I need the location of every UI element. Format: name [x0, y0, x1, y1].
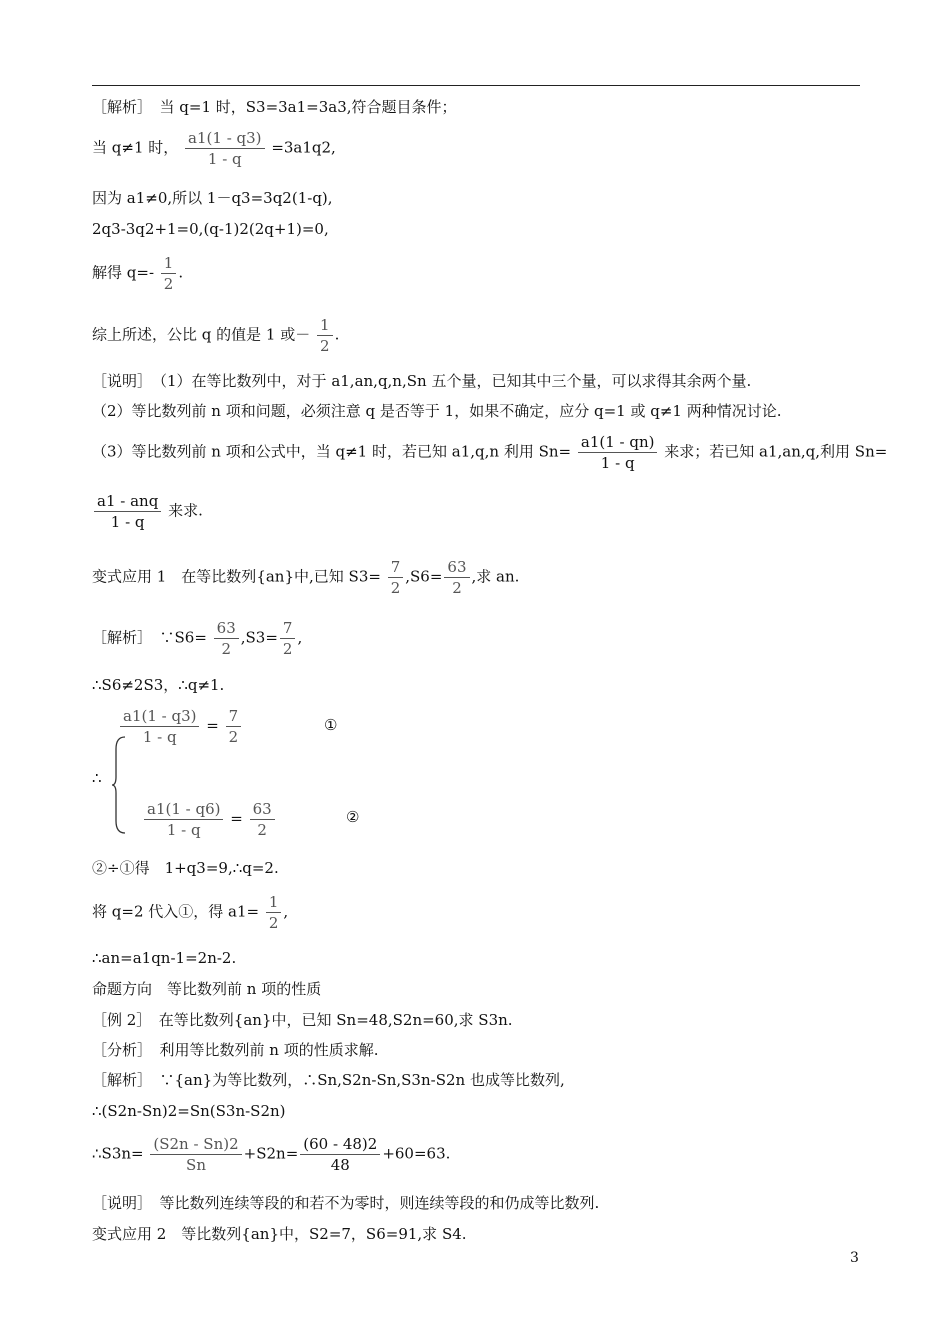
jiexi-line-4: 2q3-3q2+1=0,(q-1)2(2q+1)=0, — [92, 220, 329, 238]
page-number: 3 — [850, 1250, 859, 1266]
header-rule — [92, 85, 860, 86]
jiexi-2-line-3: ②÷①得 1+q3=9,∴q=2. — [92, 859, 279, 877]
shuoming-line-3: （3）等比数列前 n 项和公式中，当 q≠1 时，若已知 a1,q,n 利用 Sn= $\frac{a1(1 - qn)}{1 - q}$ 来求；若已知 a1,an,q,利用 Sn= — [92, 433, 888, 472]
circle-label-2: ② — [346, 808, 360, 826]
shuoming-2: ［说明］ 等比数列连续等段的和若不为零时，则连续等段的和仍成等比数列. — [92, 1194, 600, 1212]
therefore-symbol: ∴ — [92, 769, 102, 787]
fraction-half: $\frac{1}{2}$ — [266, 892, 282, 933]
jiexi-line-2: 当 q≠1 时， $\frac{a1(1 - q3)}{1 - q}$ =3a1q2, — [92, 129, 336, 168]
fraction-s3n: $\frac{(S2n - Sn)2}{Sn}$ — [150, 1134, 241, 1175]
fraction-60-48: $\frac{(60 - 48)2}{48}$ — [300, 1134, 380, 1175]
jiexi-2-line-5: ∴an=a1qn-1=2n-2. — [92, 949, 237, 967]
system-eq-1: $\frac{a1(1 - q3)}{1 - q}$ = $\frac{7}{2}$ — [118, 706, 243, 747]
fraction-7-2: $\frac{7}{2}$ — [388, 557, 404, 598]
shuoming-line-4: $\frac{\text{a1 - anq}}{1 - q}$ 来求. — [92, 491, 203, 532]
example-2: ［例 2］ 在等比数列{an}中，已知 Sn=48,S2n=60,求 S3n. — [92, 1011, 513, 1029]
fraction-sn-formula: $\frac{a1(1 - qn)}{1 - q}$ — [578, 432, 658, 473]
jiexi-line-1: ［解析］ 当 q=1 时，S3=3a1=3a3,符合题目条件； — [92, 98, 457, 116]
jiexi-2-line-4: 将 q=2 代入①，得 a1= $\frac{1}{2}$ , — [92, 893, 289, 932]
fraction-7-2: $\frac{7}{2}$ — [226, 706, 242, 747]
jiexi-line-5: 解得 q=- $\frac{1}{2}$ . — [92, 254, 184, 293]
fraction-sum-formula: $\frac{a1(1 - q3)}{1 - q}$ — [185, 128, 264, 169]
section-heading: 命题方向 等比数列前 n 项的性质 — [92, 980, 322, 998]
shuoming-line-2: （2）等比数列前 n 项和问题，必须注意 q 是否等于 1，如果不确定，应分 q=1 或 q≠1 两种情况讨论. — [92, 402, 782, 420]
fraction-63-2: $\frac{63}{2}$ — [214, 618, 239, 659]
jiexi-conclusion: 综上所述，公比 q 的值是 1 或－ $\frac{1}{2}$ . — [92, 316, 340, 355]
jiexi-2-line-2: ∴S6≠2S3，∴q≠1. — [92, 676, 225, 694]
fraction-63-2: $\frac{63}{2}$ — [250, 799, 275, 840]
fraction-eq1-lhs: $\frac{a1(1 - q3)}{1 - q}$ — [120, 706, 199, 747]
jiexi-line-3: 因为 a1≠0,所以 1－q3=3q2(1-q), — [92, 189, 333, 207]
fraction-7-2: $\frac{7}{2}$ — [280, 618, 296, 659]
bianshi-2: 变式应用 2 等比数列{an}中，S2=7，S6=91,求 S4. — [92, 1225, 467, 1243]
circle-label-1: ① — [324, 716, 338, 734]
jiexi-3-line-1: ［解析］ ∵{an}为等比数列，∴Sn,S2n-Sn,S3n-S2n 也成等比数列, — [92, 1071, 565, 1089]
shuoming-line-1: ［说明］ （1）在等比数列中，对于 a1,an,q,n,Sn 五个量，已知其中三个量，可以求得其余两个量. — [92, 372, 752, 390]
bianshi-1: 变式应用 1 在等比数列{an}中,已知 S3= $\frac{7}{2}$ ,S6= $\frac{63}{2}$ ,求 an. — [92, 558, 520, 597]
jiexi-2-line-1: ［解析］ ∵S6= $\frac{63}{2}$ ,S3= $\frac{7}{2}$ , — [92, 619, 303, 658]
jiexi-3-line-3: ∴S3n= $\frac{(S2n - Sn)2}{Sn}$ +S2n= $\frac{(60 - 48)2}{48}$ +60=63. — [92, 1135, 451, 1174]
fraction-half: $\frac{1}{2}$ — [317, 315, 333, 356]
left-brace — [112, 735, 126, 835]
system-eq-2: $\frac{a1(1 - q6)}{1 - q}$ = $\frac{63}{2}$ — [142, 799, 277, 840]
fraction-sn-formula-2: $\frac{\text{a1 - anq}}{1 - q}$ — [94, 491, 161, 532]
fraction-63-2: $\frac{63}{2}$ — [444, 557, 469, 598]
fraction-half: $\frac{1}{2}$ — [161, 253, 177, 294]
fenxi: ［分析］ 利用等比数列前 n 项的性质求解. — [92, 1041, 379, 1059]
fraction-eq2-lhs: $\frac{a1(1 - q6)}{1 - q}$ — [144, 799, 223, 840]
jiexi-3-line-2: ∴(S2n-Sn)2=Sn(S3n-S2n) — [92, 1102, 286, 1120]
